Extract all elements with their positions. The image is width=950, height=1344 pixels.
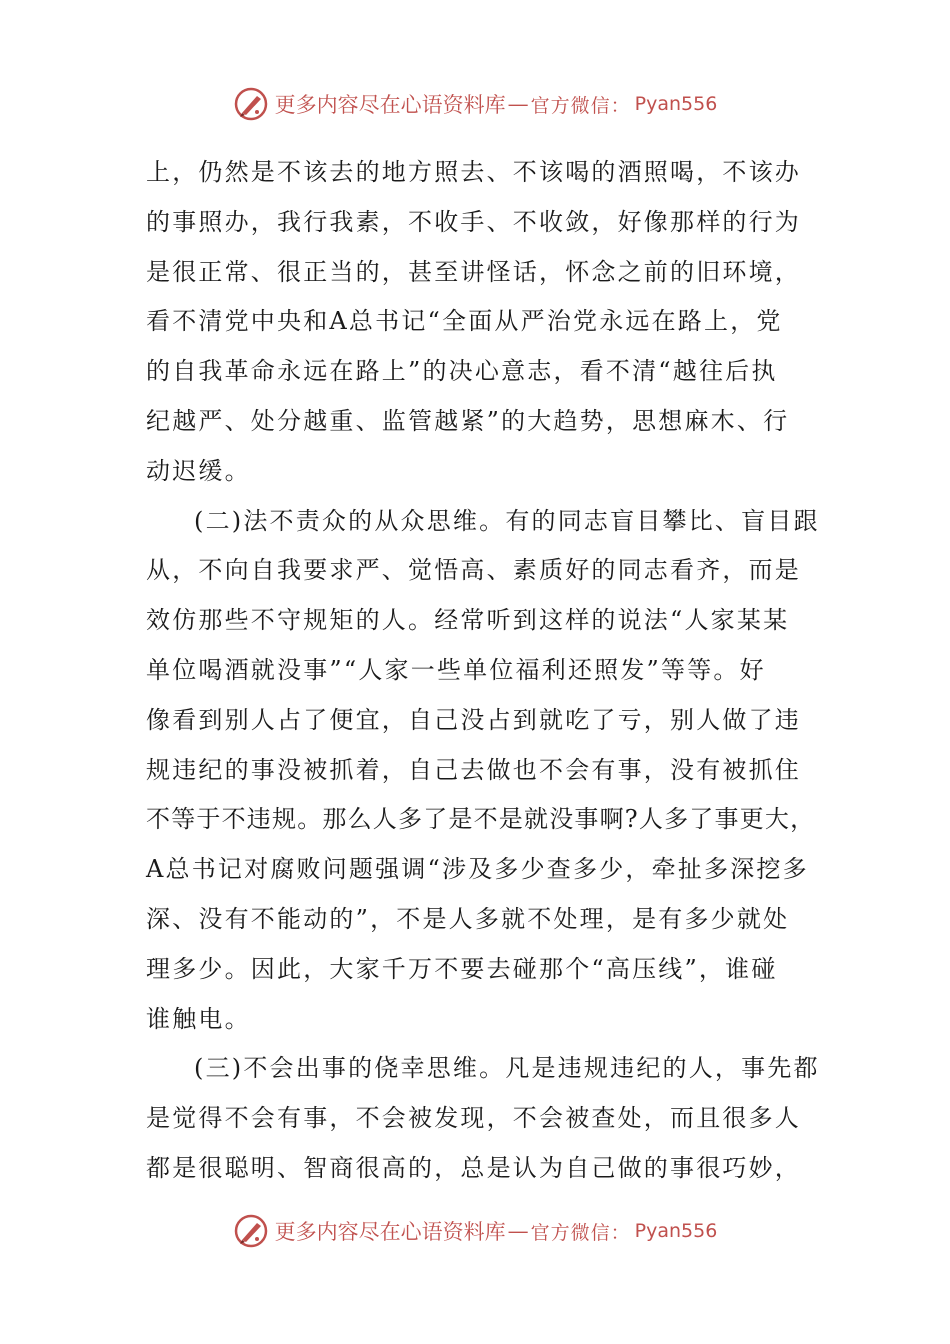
text-line: 是觉得不会有事，不会被发现，不会被查处，而且很多人: [146, 1104, 801, 1133]
header-account: Pyan556: [634, 93, 718, 115]
footer-dash: —: [507, 1219, 529, 1243]
header-banner: [0, 84, 950, 124]
text-line: 纪越严、处分越重、监管越紧”的大趋势，思想麻木、行: [146, 406, 790, 435]
footer-main-text: 更多内容尽在心语资料库: [274, 1220, 506, 1244]
text-line: 是很正常、很正当的，甚至讲怪话，怀念之前的旧环境，: [146, 257, 801, 286]
document-body: [146, 148, 820, 1194]
text-line: 动迟缓。: [146, 456, 251, 485]
pen-logo-icon: [233, 1213, 269, 1249]
text-line: 都是很聪明、智商很高的，总是认为自己做的事很巧妙，: [146, 1153, 801, 1182]
text-line: 谁触电。: [146, 1004, 251, 1033]
text-line: 规违纪的事没被抓着，自己去做也不会有事，没有被抓住: [146, 755, 801, 784]
paragraph-heading-line: (三)不会出事的侥幸思维。凡是违规违纪的人，事先都: [194, 1054, 820, 1083]
text-line: 看不清党中央和A总书记“全面从严治党永远在路上，党: [146, 307, 783, 336]
header-dash: —: [507, 92, 529, 116]
text-line: 单位喝酒就没事”“人家一些单位福利还照发”等等。好: [146, 655, 766, 684]
text-line: 从，不向自我要求严、觉悟高、素质好的同志看齐，而是: [146, 556, 801, 585]
footer-banner: [0, 1211, 950, 1251]
text-line: 理多少。因此，大家千万不要去碰那个“高压线”，谁碰: [146, 954, 778, 983]
text-line: 效仿那些不守规矩的人。经常听到这样的说法“人家某某: [146, 606, 790, 635]
paragraph-heading-line: (二)法不责众的从众思维。有的同志盲目攀比、盲目跟: [194, 506, 820, 535]
footer-account: Pyan556: [634, 1220, 718, 1242]
text-line: 不等于不违规。那么人多了是不是就没事啊?人多了事更大，: [146, 805, 816, 834]
text-line: 像看到别人占了便宜，自己没占到就吃了亏，别人做了违: [146, 705, 801, 734]
text-line: 的自我革命永远在路上”的决心意志，看不清“越往后执: [146, 357, 778, 386]
pen-logo-icon: [233, 86, 269, 122]
text-line: 的事照办，我行我素，不收手、不收敛，好像那样的行为: [146, 207, 801, 236]
text-line: 深、没有不能动的”，不是人多就不处理，是有多少就处: [146, 904, 790, 933]
header-main-text: 更多内容尽在心语资料库: [274, 93, 506, 117]
footer-sub-text: 官方微信：: [530, 1221, 631, 1244]
header-sub-text: 官方微信：: [530, 94, 631, 117]
text-line: 上，仍然是不该去的地方照去、不该喝的酒照喝，不该办: [146, 158, 801, 186]
text-line: A总书记对腐败问题强调“涉及多少查多少，牵扯多深挖多: [146, 855, 809, 884]
